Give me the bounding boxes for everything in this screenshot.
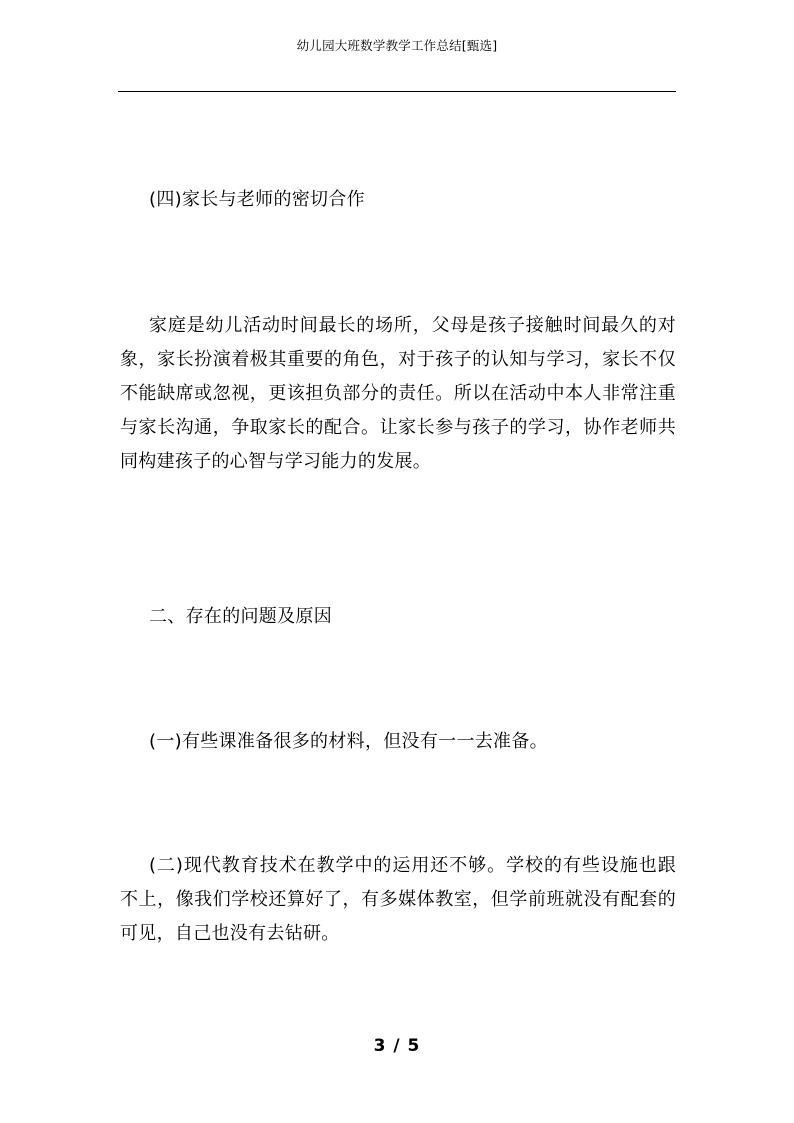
page-header-title: 幼儿园大班数学教学工作总结[甄选]: [296, 38, 498, 53]
problem-2-paragraph: (二)现代教育技术在教学中的运用还不够。学校的有些设施也跟不上，像我们学校还算好了，有多媒体教室，但学前班就没有配套的可见，自己也没有去钻研。: [120, 855, 676, 944]
part-2-heading: 二、存在的问题及原因: [149, 606, 332, 627]
header-divider: [118, 91, 676, 92]
problem-1-paragraph: (一)有些课准备很多的材料，但没有一一去准备。: [149, 731, 548, 752]
section-4-heading: (四)家长与老师的密切合作: [149, 189, 365, 210]
page-number: 3 / 5: [373, 1036, 421, 1056]
section-4-paragraph: 家庭是幼儿活动时间最长的场所，父母是孩子接触时间最久的对象，家长扮演着极其重要的角色，对于孩子的认知与学习，家长不仅不能缺席或忽视，更该担负部分的责任。所以在活动中本人非常注重与家长沟通，争取家长的配合。让家长参与孩子的学习，协作老师共同构建孩子的心智与学习能力的发展。: [120, 315, 676, 472]
